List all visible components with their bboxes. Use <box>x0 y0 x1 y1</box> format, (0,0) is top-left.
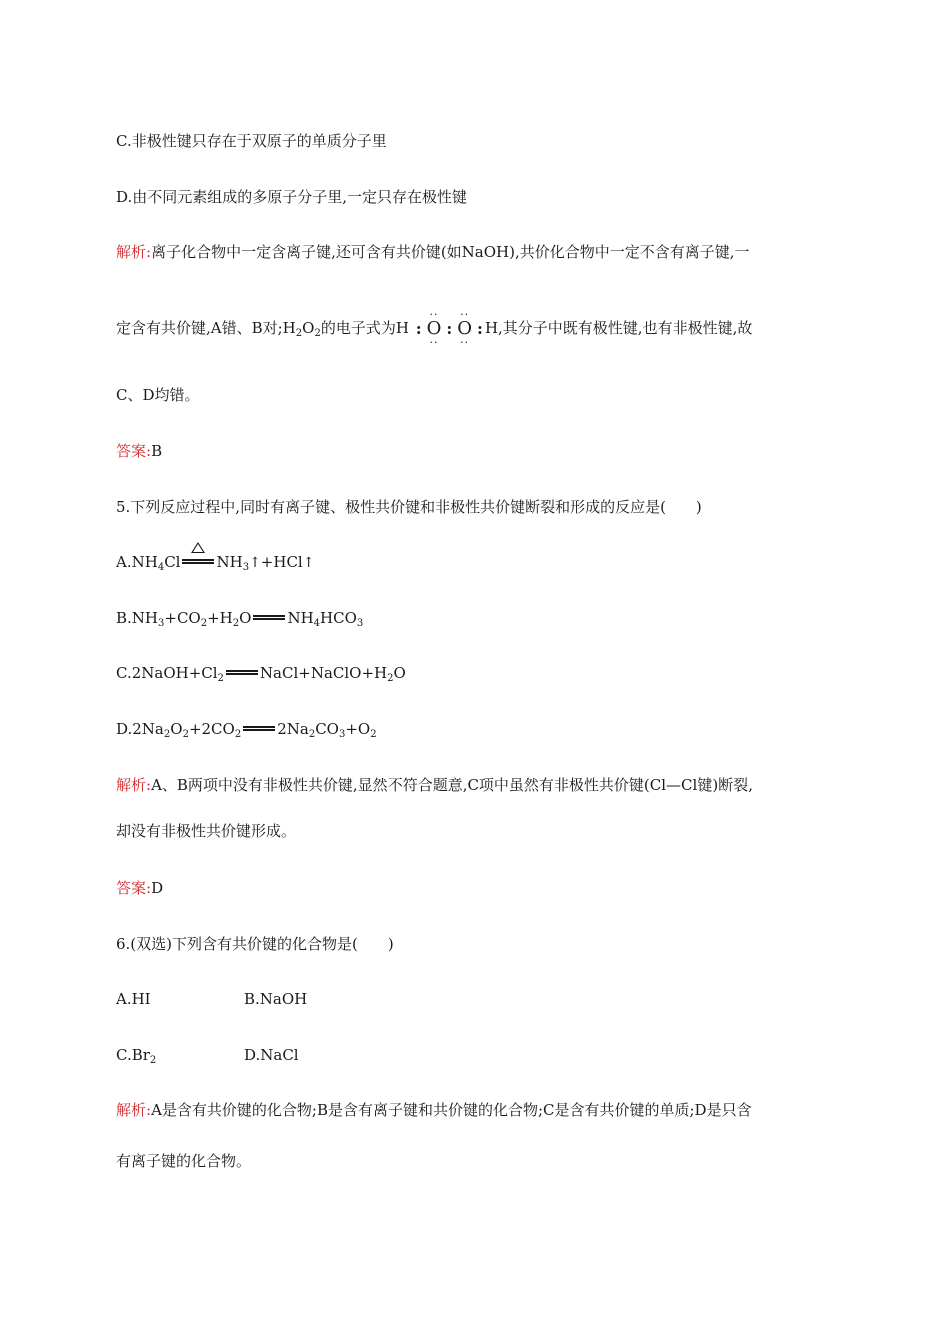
h2o2-lewis-structure <box>414 308 485 349</box>
analysis-q4-line3: C、D均错。 <box>116 386 200 404</box>
oxygen-atom: ·· O ·· <box>454 318 475 340</box>
analysis-label: 解析: <box>116 243 152 261</box>
options-ab-q6 <box>116 988 308 1010</box>
analysis-q5-line1: 解析:A、B两项中没有非极性共价键,显然不符合题意,C项中虽然有非极性共价键(Cl—Cl键)断裂, <box>116 776 753 794</box>
option-d-q5: $D.2Na_2O_2+2CO_2$ $2Na_2CO_3+O_2$ <box>116 720 377 740</box>
option-c-q5: $C.2NaOH+Cl_2$ $NaCl+NaClO+H_2O$ <box>116 664 406 684</box>
analysis-text: 的电子式为H <box>320 319 409 337</box>
option-c-q6: $C.Br_2$ <box>116 1046 157 1066</box>
reaction-equals-sign <box>243 723 275 733</box>
option-c-q4: C.非极性键只存在于双原子的单质分子里 <box>116 132 387 150</box>
answer-q5 <box>116 877 163 899</box>
analysis-label: 解析: <box>116 776 152 794</box>
analysis-q4-line1 <box>116 241 750 263</box>
answer-value: D <box>151 879 164 897</box>
heat-reaction-arrow <box>182 556 214 566</box>
electron-dots: ·· <box>429 308 439 321</box>
option-b-q5: $B.NH_3+CO_2+H_2O$ $NH_4HCO_3$ <box>116 609 364 629</box>
reaction-equals-sign <box>226 667 258 677</box>
analysis-text: 离子化合物中一定含离子键,还可含有共价键(如NaOH),共价化合物中一定不含有离子键,一 <box>151 243 750 261</box>
answer-label: 答案: <box>116 879 152 897</box>
analysis-q5-line2: 却没有非极性共价键形成。 <box>116 822 297 840</box>
answer-value: B <box>151 442 163 460</box>
subscript: 2 <box>295 328 303 339</box>
question-5-title: 5.下列反应过程中,同时有离子键、极性共价键和非极性共价键断裂和形成的反应是( ) <box>116 498 702 516</box>
triangle-heat-icon <box>191 542 205 553</box>
analysis-text: H,其分子中既有极性键,也有非极性键,故 <box>484 319 753 337</box>
electron-pair: : <box>415 319 422 338</box>
oxygen-atom: ·· O ·· <box>424 318 445 340</box>
electron-pair: : <box>477 319 483 338</box>
analysis-text: O <box>302 319 315 337</box>
option-d-q4: D.由不同元素组成的多原子分子里,一定只存在极性键 <box>116 188 468 206</box>
option-a-q6: A.HI <box>116 990 151 1008</box>
analysis-q6-line2: 有离子键的化合物。 <box>116 1152 252 1170</box>
electron-dots: ·· <box>460 336 470 349</box>
electron-pair: : <box>446 319 453 338</box>
analysis-q4-line2 <box>116 308 753 349</box>
electron-dots: ·· <box>460 308 470 321</box>
option-a-q5: $A.NH_4Cl$ $NH_3↑+HCl↑$ <box>116 551 314 574</box>
question-6-title: 6.(双选)下列含有共价键的化合物是( ) <box>116 935 394 953</box>
analysis-text: 定含有共价键,A错、B对;H <box>116 319 296 337</box>
answer-label: 答案: <box>116 442 152 460</box>
analysis-q6-line1: 解析:A是含有共价键的化合物;B是含有离子键和共价键的化合物;C是含有共价键的单质;D是只含 <box>116 1101 752 1119</box>
analysis-label: 解析: <box>116 1101 152 1119</box>
answer-q4 <box>116 440 162 462</box>
options-cd-q6 <box>116 1044 299 1066</box>
gas-up-arrow-icon: ↑ <box>249 555 261 571</box>
subscript: 2 <box>314 328 321 339</box>
option-d-q6: D.NaCl <box>244 1046 299 1064</box>
gas-up-arrow-icon: ↑ <box>302 555 315 571</box>
reaction-equals-sign <box>253 612 285 622</box>
electron-dots: ·· <box>429 336 439 349</box>
option-b-q6: B.NaOH <box>244 990 308 1008</box>
